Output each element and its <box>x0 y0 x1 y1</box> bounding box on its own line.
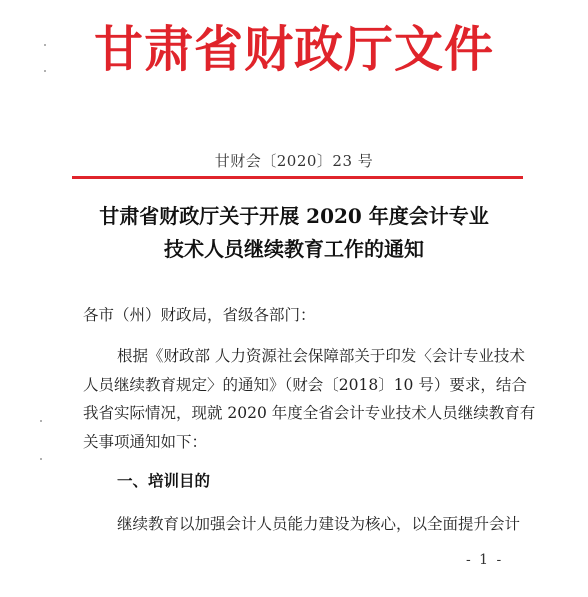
salutation: 各市（州）财政局，省级各部门： <box>83 306 316 324</box>
page-number: - 1 - <box>466 552 504 568</box>
paragraph-line: 人员继续教育规定〉的通知》（财会〔2018〕10 号）要求，结合 <box>83 375 527 394</box>
section-text: 继续教育以加强会计人员能力建设为核心，以全面提升会计 <box>117 515 521 533</box>
scan-speck <box>40 458 42 460</box>
body-paragraph <box>83 342 536 456</box>
document-number: 甘财会〔2020〕23 号 <box>214 152 374 170</box>
document-title-line: 甘肃省财政厅关于开展 2020 年度会计专业 <box>99 204 489 228</box>
section-heading: 一、培训目的 <box>117 472 211 490</box>
paragraph-line: 根据《财政部 人力资源社会保障部关于印发〈会计专业技术 <box>117 347 525 365</box>
document-title <box>0 200 588 266</box>
document-title-line: 技术人员继续教育工作的通知 <box>164 237 424 261</box>
paragraph-line: 关事项通知如下： <box>83 432 208 451</box>
header-red-rule <box>72 176 523 179</box>
paragraph-line: 我省实际情况，现就 2020 年度全省会计专业技术人员继续教育有 <box>83 404 536 422</box>
issuing-authority-header: 甘肃省财政厅文件 <box>93 21 494 78</box>
scan-speck <box>40 420 42 422</box>
